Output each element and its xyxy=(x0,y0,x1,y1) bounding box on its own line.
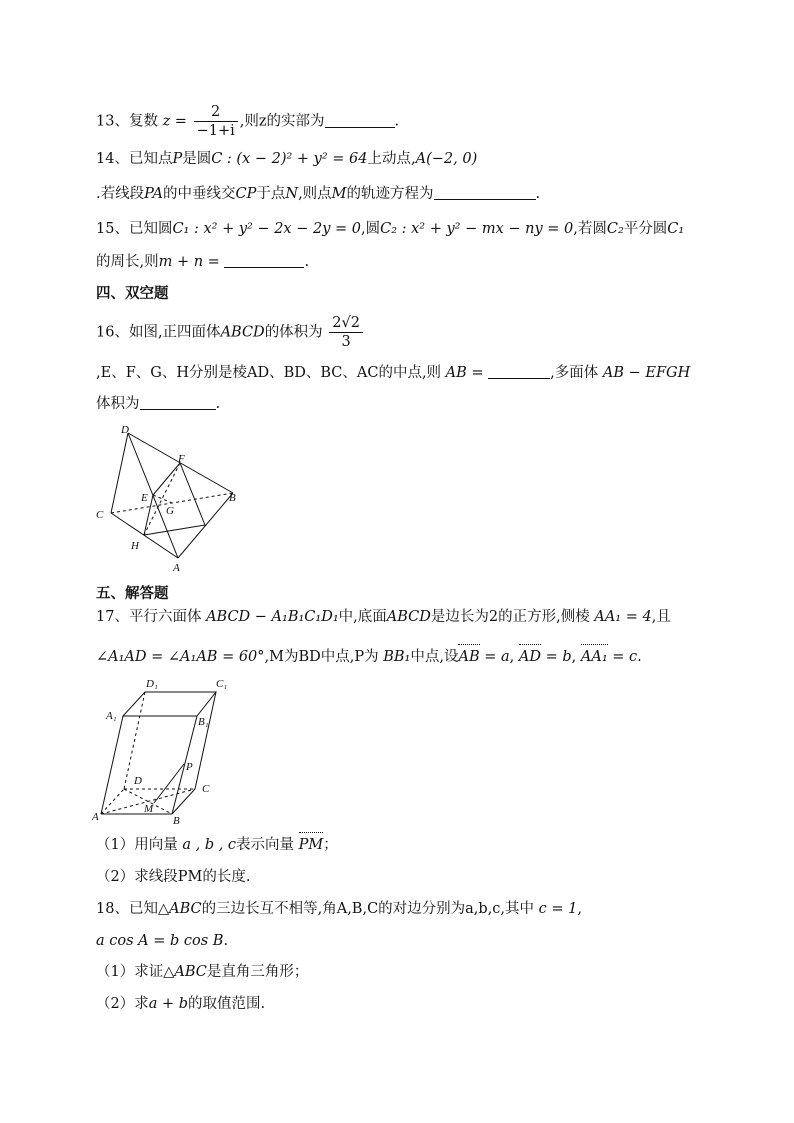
label-B: B xyxy=(229,492,236,504)
question-16-line1: 16、如图,正四面体ABCD的体积为 $\frac{2√2}{3}$ xyxy=(96,314,365,351)
label-C1: C₁ xyxy=(216,678,228,690)
question-14-line1: 14、已知点P是圆C : (x − 2)² + y² = 64上动点,A(−2, 0) xyxy=(96,151,478,167)
fraction: $\frac{2}{-1+i}$ xyxy=(194,103,238,140)
answer-blank[interactable] xyxy=(325,113,395,128)
fraction: $\frac{2√2}{3}$ xyxy=(329,314,363,351)
label-D1: D₁ xyxy=(146,678,158,690)
section-heading: 五、解答题 xyxy=(96,586,169,602)
question-16-line2: ,E、F、G、H分别是棱AD、BD、BC、AC的中点,则 AB = ,多面体 AB − EFGH xyxy=(96,365,691,381)
label-C: C xyxy=(96,509,104,521)
question-number: 13、 xyxy=(96,113,129,130)
answer-blank[interactable] xyxy=(224,253,304,268)
question-16-line3: 体积为 . xyxy=(96,396,221,412)
question-18-part2: （2）求a + b的取值范围. xyxy=(96,996,266,1012)
label-B: B xyxy=(173,815,180,824)
question-15-line2: 的周长,则m + n = . xyxy=(96,254,310,270)
label-A: A xyxy=(92,811,99,823)
label-P: P xyxy=(186,761,193,773)
label-F: F xyxy=(178,453,185,465)
label-C: C xyxy=(202,783,210,795)
question-18-line1: 18、已知△ABC的三边长互不相等,角A,B,C的对边分别为a,b,c,其中 c = 1, xyxy=(96,901,582,917)
question-18-line2: a cos A = b cos B. xyxy=(96,933,229,949)
section-heading: 四、双空题 xyxy=(96,286,169,302)
label-D: D xyxy=(134,775,142,787)
label-D: D xyxy=(121,424,129,436)
label-G: G xyxy=(166,505,174,517)
question-17-part1: （1）用向量 a , b , c表示向量 PM； xyxy=(96,834,338,856)
label-E: E xyxy=(141,492,148,504)
answer-blank[interactable] xyxy=(434,185,536,200)
question-13: 13、复数 z = $\frac{2}{-1+i}$ ,则z的实部为 . xyxy=(96,104,400,139)
label-A: A xyxy=(173,562,180,573)
question-17-line2: ∠A₁AD = ∠A₁AB = 60°,M为BD中点,P为 BB₁中点,设AB = a, AD = b, AA₁ = c. xyxy=(96,646,642,668)
question-15-line1: 15、已知圆C₁ : x² + y² − 2x − 2y = 0,圆C₂ : x² + y² − mx − ny = 0,若圆C₂平分圆C₁ xyxy=(96,221,685,237)
label-A1: A₁ xyxy=(106,710,117,722)
label-H: H xyxy=(131,540,139,552)
question-14-line2: .若线段PA的中垂线交CP于点N,则点M的轨迹方程为 . xyxy=(96,186,541,202)
label-M: M xyxy=(144,803,154,815)
question-17-part2: （2）求线段PM的长度. xyxy=(96,869,251,885)
parallelepiped-figure xyxy=(92,672,242,824)
answer-blank[interactable] xyxy=(140,395,216,410)
label-B1: B₁ xyxy=(198,716,209,728)
question-18-part1: （1）求证△ABC是直角三角形； xyxy=(96,964,309,980)
tetrahedron-figure xyxy=(90,418,250,573)
question-17-line1: 17、平行六面体 ABCD − A₁B₁C₁D₁中,底面ABCD是边长为2的正方形,侧棱 AA₁ = 4,且 xyxy=(96,609,671,625)
answer-blank[interactable] xyxy=(488,364,550,379)
